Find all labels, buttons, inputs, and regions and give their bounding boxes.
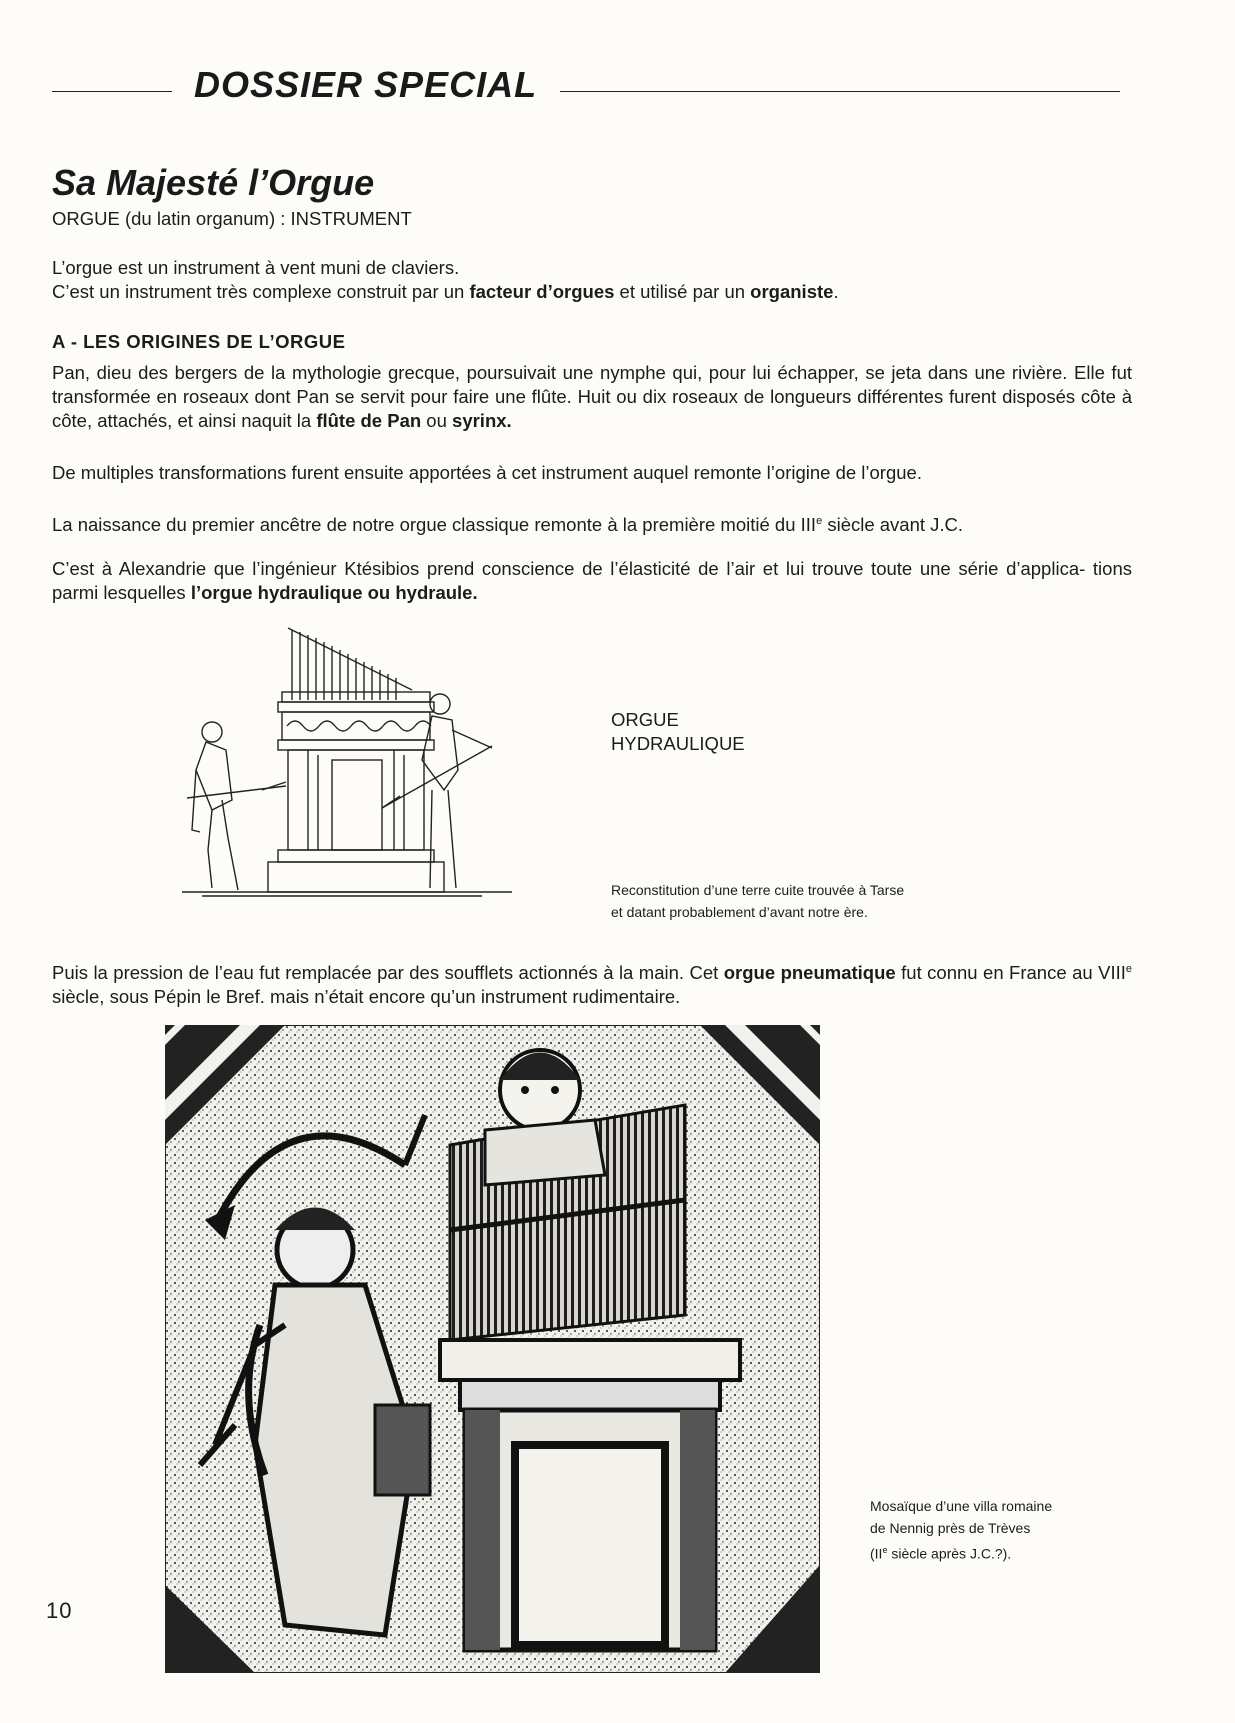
alexandrie-paragraph: C’est à Alexandrie que l’ingénieur Ktésibios prend conscience de l’élasticité de l’air et lui trouve toute une série d’applica- tions parmi lesquelles l’orgue hydraulique ou hydraule. [52,558,1132,603]
right-figure [382,694,492,888]
pression-paragraph: Puis la pression de l’eau fut remplacée par des soufflets actionnés à la main. Cet orgue pneumatique fut connu en France au VIIIe siècle, sous Pépin le Bref. mais n’était encore qu’un instrument rudimentaire. [52,962,1132,1008]
page-subtitle: ORGUE (du latin organum) : INSTRUMENT [52,208,412,229]
header-rule-right [560,91,1120,92]
page-number: 10 [46,1598,73,1623]
figure1-caption: Reconstitution d’une terre cuite trouvée à Tarse et datant probablement d’avant notre ère. [611,882,905,920]
mosaic-illustration [165,1025,820,1673]
transformations-paragraph: De multiples transformations furent ensuite apportées à cet instrument auquel remonte l’origine de l’orgue. [52,462,922,483]
figure2-caption: Mosaïque d’une villa romaine de Nennig près de Trèves (IIe siècle après J.C.?). [870,1498,1053,1562]
hydraulic-organ-illustration [182,620,542,920]
organ-base [268,862,444,892]
pan-paragraph: Pan, dieu des bergers de la mythologie grecque, poursuivait une nymphe qui, pour lui échapper, se jeta dans une rivière. Elle fut transformée en roseaux dont Pan se servit pour faire une flûte. Huit ou dix roseaux de longueurs différentes furent disposés côte à côte, attachés, et ainsi naquit la flûte de Pan ou syrinx. [52,362,1132,431]
header-rule-left [52,91,172,92]
intro-paragraph [52,256,1132,304]
figure1-label: ORGUE HYDRAULIQUE [611,709,745,754]
section-heading: A - LES ORIGINES DE L’ORGUE [52,331,346,352]
section-header: DOSSIER SPECIAL [194,64,538,105]
organ-frieze [282,712,430,740]
naissance-paragraph: La naissance du premier ancêtre de notre orgue classique remonte à la première moitié du IIIe siècle avant J.C. [52,514,964,536]
intro-line-2: C’est un instrument très complexe construit par un facteur d’orgues et utilisé par un organiste. [52,281,839,302]
page-title: Sa Majesté l’Orgue [52,162,375,203]
left-figure [187,722,286,890]
organ-pipes [278,628,434,712]
intro-line-1: L’orgue est un instrument à vent muni de claviers. [52,257,460,278]
